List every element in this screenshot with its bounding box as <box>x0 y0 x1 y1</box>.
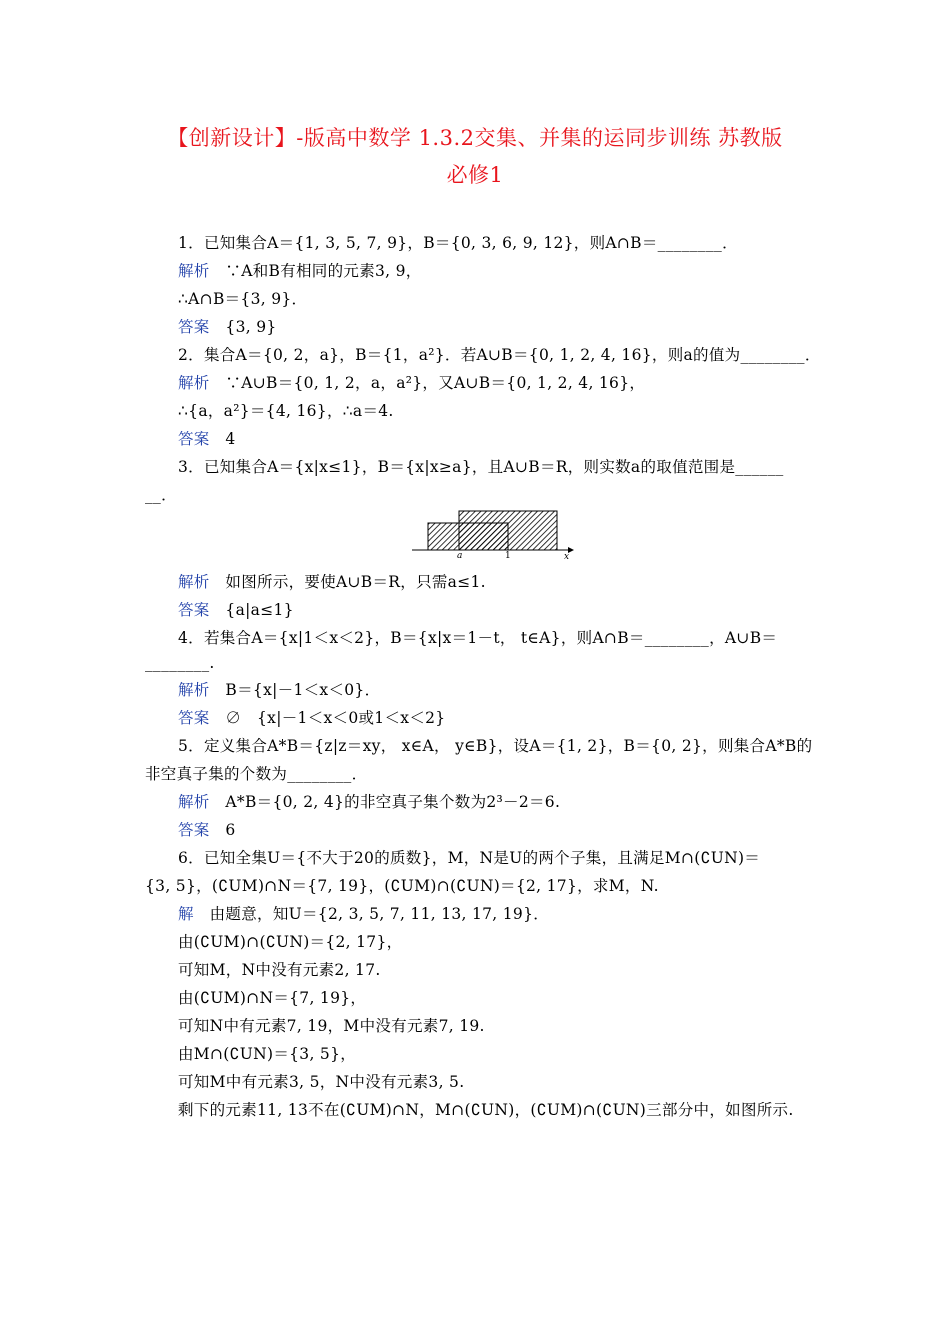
document-title-line1: 【创新设计】-版高中数学 1.3.2交集、并集的运同步训练 苏教版 <box>167 126 783 150</box>
problem-6-step-2: 可知M，N中没有元素2, 17. <box>178 961 381 979</box>
analysis-label: 解析 <box>178 793 210 811</box>
analysis-label: 解析 <box>178 573 210 591</box>
answer-label: 答案 <box>178 318 210 336</box>
solution-label: 解 <box>178 905 194 923</box>
problem-6-step-6: 可知M中有元素3, 5，N中没有元素3, 5. <box>178 1073 465 1091</box>
problem-2-answer: 答案 4 <box>178 430 236 448</box>
problem-6-step-4: 可知N中有元素7, 19，M中没有元素7, 19. <box>178 1017 485 1035</box>
problem-2-analysis: 解析 ∵A∪B＝{0, 1, 2，a，a²}，又A∪B＝{0, 1, 2, 4, 16}， <box>178 374 646 392</box>
document-title-line2: 必修1 <box>446 163 504 187</box>
problem-5-question: 5．定义集合A*B＝{z|z＝xy， x∈A， y∈B}，设A＝{1, 2}，B＝{0, 2}，则集合A*B的 <box>178 737 813 755</box>
problem-4-answer: 答案 ∅ {x|－1＜x＜0或1＜x＜2} <box>178 709 446 727</box>
problem-6-question-cont: {3, 5}，(∁UM)∩N＝{7, 19}，(∁UM)∩(∁UN)＝{2, 17}，求M，N. <box>145 877 659 895</box>
problem-5-analysis: 解析 A*B＝{0, 2, 4}的非空真子集个数为2³－2＝6. <box>178 793 561 811</box>
problem-3-question: 3．已知集合A＝{x|x≤1}，B＝{x|x≥a}，且A∪B＝R，则实数a的取值范围是______ <box>178 458 784 476</box>
number-line-figure <box>410 508 575 560</box>
analysis-label: 解析 <box>178 374 210 392</box>
analysis-label: 解析 <box>178 681 210 699</box>
problem-6-solution: 解 由题意，知U＝{2, 3, 5, 7, 11, 13, 17, 19}． <box>178 905 550 923</box>
analysis-label: 解析 <box>178 262 210 280</box>
problem-6-step-3: 由(∁UM)∩N＝{7, 19}， <box>178 989 367 1007</box>
problem-6-step-1: 由(∁UM)∩(∁UN)＝{2, 17}， <box>178 933 403 951</box>
answer-label: 答案 <box>178 601 210 619</box>
label-x: x <box>564 552 570 560</box>
answer-label: 答案 <box>178 709 210 727</box>
label-1: 1 <box>505 551 511 560</box>
problem-3-analysis: 解析 如图所示，要使A∪B＝R，只需a≤1. <box>178 573 486 591</box>
problem-6-question: 6．已知全集U＝{不大于20的质数}，M，N是U的两个子集，且满足M∩(∁UN)＝ <box>178 849 761 867</box>
problem-1-step: ∴A∩B＝{3, 9}． <box>178 290 308 308</box>
problem-1-answer: 答案 {3, 9} <box>178 318 277 336</box>
problem-2-question: 2．集合A＝{0, 2，a}，B＝{1，a²}．若A∪B＝{0, 1, 2, 4, 16}，则a的值为________． <box>178 346 821 364</box>
label-a: a <box>457 551 463 560</box>
problem-1-question: 1．已知集合A＝{1, 3, 5, 7, 9}，B＝{0, 3, 6, 9, 12}，则A∩B＝________． <box>178 234 738 252</box>
problem-5-question-cont: 非空真子集的个数为________． <box>145 765 368 783</box>
problem-5-answer: 答案 6 <box>178 821 236 839</box>
problem-4-question-cont: ________. <box>145 654 215 672</box>
set-B-region <box>459 511 557 550</box>
problem-6-step-7: 剩下的元素11, 13不在(∁UM)∩N，M∩(∁UN)，(∁UM)∩(∁UN)三部分中，如图所示. <box>178 1101 794 1119</box>
problem-1-analysis: 解析 ∵A和B有相同的元素3, 9， <box>178 262 422 280</box>
problem-4-question: 4．若集合A＝{x|1＜x＜2}，B＝{x|x＝1－t， t∈A}，则A∩B＝________，A∪B＝ <box>178 629 778 647</box>
problem-4-analysis: 解析 B＝{x|－1＜x＜0}． <box>178 681 381 699</box>
problem-2-step: ∴{a，a²}＝{4, 16}，∴a＝4. <box>178 402 394 420</box>
problem-3-question-cont: __． <box>145 486 177 504</box>
problem-3-answer: 答案 {a|a≤1} <box>178 601 294 619</box>
problem-6-step-5: 由M∩(∁UN)＝{3, 5}， <box>178 1045 357 1063</box>
answer-label: 答案 <box>178 430 210 448</box>
answer-label: 答案 <box>178 821 210 839</box>
